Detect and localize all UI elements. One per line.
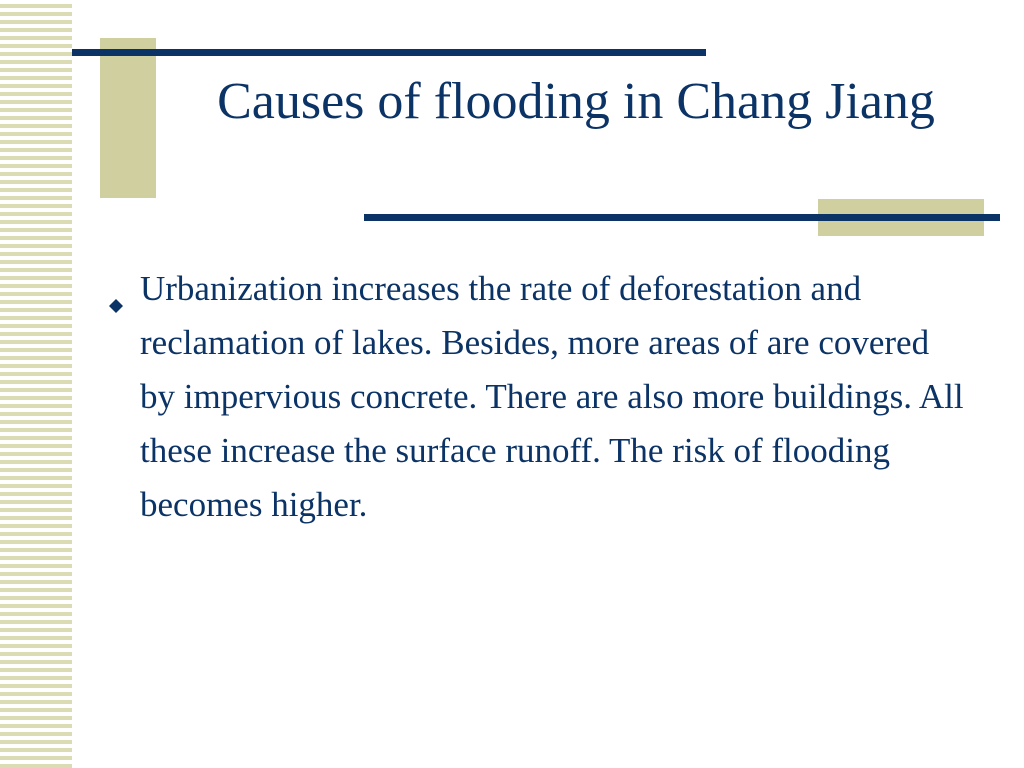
tan-accent-block-top <box>100 38 156 198</box>
bullet-list <box>108 262 968 532</box>
bullet-item <box>108 262 968 532</box>
diamond-bullet-icon <box>108 276 124 292</box>
bottom-rule <box>364 214 1000 221</box>
top-rule <box>72 49 706 56</box>
slide-title: Causes of flooding in Chang Jiang <box>217 73 935 130</box>
bullet-text: Urbanization increases the rate of deforestation and reclamation of lakes. Besides, more areas of are covered by impervious concrete. There are also more buildings. All these increase the surface runoff. The risk of flooding becomes higher. <box>140 269 964 524</box>
left-stripe-decoration <box>0 0 72 768</box>
